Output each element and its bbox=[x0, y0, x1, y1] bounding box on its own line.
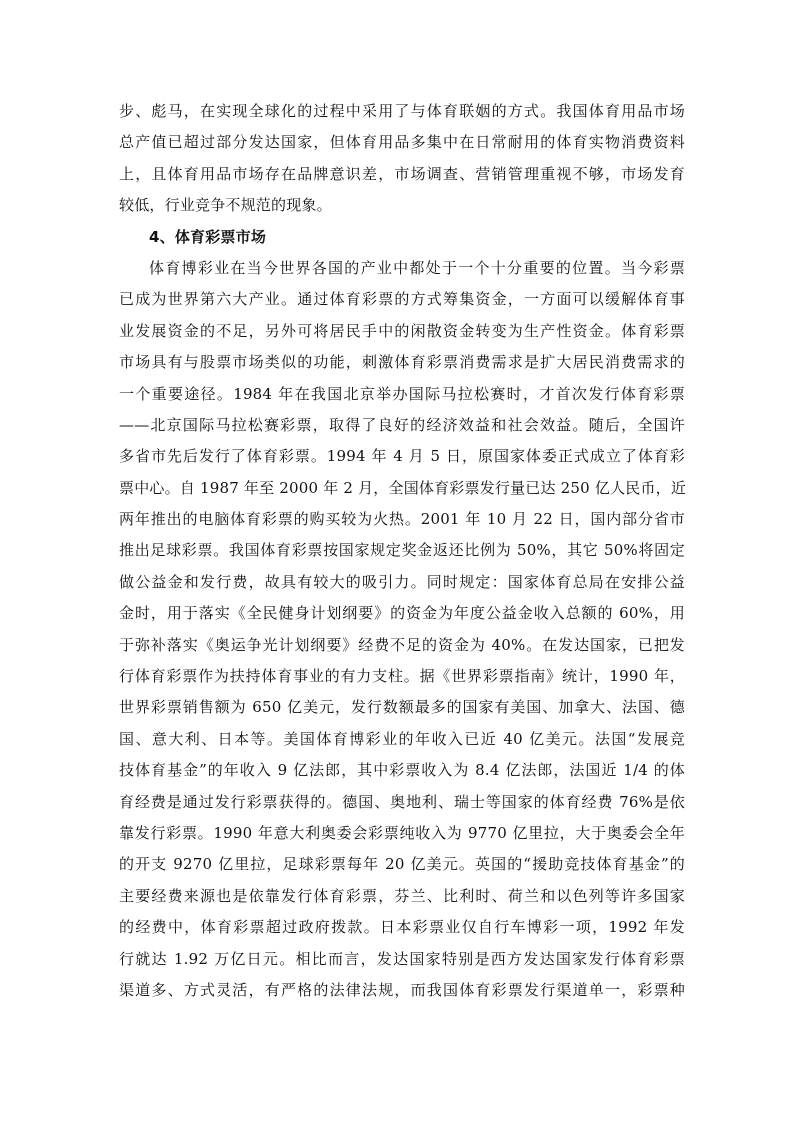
paragraph-line: 两年推出的电脑体育彩票的购买较为火热。2001 年 10 月 22 日，国内部分省市 bbox=[119, 510, 685, 529]
paragraph-line: 渠道多、方式灵活，有严格的法律法规，而我国体育彩票发行渠道单一，彩票种 bbox=[119, 980, 685, 999]
paragraph-line: 的经费中，体育彩票超过政府拨款。日本彩票业仅自行车博彩一项，1992 年发 bbox=[119, 918, 685, 937]
paragraph-line: 主要经费来源也是依靠发行体育彩票，芬兰、比利时、荷兰和以色列等许多国家 bbox=[119, 886, 685, 905]
paragraph-line: 技体育基金”的年收入 9 亿法郎，其中彩票收入为 8.4 亿法郎，法国近 1/4 的体 bbox=[119, 761, 685, 780]
paragraph-line: 金时，用于落实《全民健身计划纲要》的资金为年度公益金收入总额的 60%，用 bbox=[119, 604, 685, 623]
paragraph-line: 于弥补落实《奥运争光计划纲要》经费不足的资金为 40%。在发达国家，已把发 bbox=[119, 635, 685, 654]
section-paragraph bbox=[119, 253, 685, 1006]
paragraph-line: 多省市先后发行了体育彩票。1994 年 4 月 5 日，原国家体委正式成立了体育彩 bbox=[119, 447, 685, 466]
paragraph-line: 靠发行彩票。1990 年意大利奥委会彩票纯收入为 9770 亿里拉，大于奥委会全年 bbox=[119, 823, 685, 842]
paragraph-line: 票中心。自 1987 年至 2000 年 2 月，全国体育彩票发行量已达 250 亿人民币，近 bbox=[119, 478, 687, 497]
paragraph-line: 业发展资金的不足，另外可将居民手中的闲散资金转变为生产性资金。体育彩票 bbox=[119, 321, 685, 340]
paragraph-line: 已成为世界第六大产业。通过体育彩票的方式筹集资金，一方面可以缓解体育事 bbox=[119, 290, 685, 309]
document-body bbox=[119, 96, 685, 1006]
paragraph-line: ——北京国际马拉松赛彩票，取得了良好的经济效益和社会效益。随后，全国许 bbox=[119, 415, 685, 434]
paragraph-line: 育经费是通过发行彩票获得的。德国、奥地利、瑞士等国家的体育经费 76%是依 bbox=[119, 792, 685, 811]
paragraph-line: 步、彪马，在实现全球化的过程中采用了与体育联姻的方式。我国体育用品市场 bbox=[119, 102, 685, 120]
paragraph-line: 世界彩票销售额为 650 亿美元，发行数额最多的国家有美国、加拿大、法国、德 bbox=[119, 698, 685, 717]
paragraph-line: 推出足球彩票。我国体育彩票按国家规定奖金返还比例为 50%，其它 50%将固定 bbox=[119, 541, 685, 560]
paragraph-line: 的开支 9270 亿里拉，足球彩票每年 20 亿美元。英国的“援助竞技体育基金”的 bbox=[119, 855, 685, 874]
continuation-paragraph bbox=[119, 96, 685, 222]
paragraph-line: 国、意大利、日本等。美国体育博彩业的年收入已近 40 亿美元。法国“发展竞 bbox=[119, 729, 685, 748]
paragraph-line: 总产值已超过部分发达国家，但体育用品多集中在日常耐用的体育实物消费资料 bbox=[119, 133, 685, 152]
paragraph-line: 一个重要途径。1984 年在我国北京举办国际马拉松赛时，才首次发行体育彩票 bbox=[119, 384, 685, 403]
paragraph-line: 行就达 1.92 万亿日元。相比而言，发达国家特别是西方发达国家发行体育彩票 bbox=[119, 949, 685, 968]
paragraph-line: 体育博彩业在当今世界各国的产业中都处于一个十分重要的位置。当今彩票 bbox=[149, 258, 685, 277]
paragraph-line: 上，且体育用品市场存在品牌意识差，市场调查、营销管理重视不够，市场发育 bbox=[119, 164, 685, 183]
paragraph-line: 行体育彩票作为扶持体育事业的有力支柱。据《世界彩票指南》统计，1990 年， bbox=[119, 667, 685, 686]
section-heading: 4、体育彩票市场 bbox=[149, 227, 267, 246]
paragraph-line: 市场具有与股票市场类似的功能，刺激体育彩票消费需求是扩大居民消费需求的 bbox=[119, 353, 685, 372]
paragraph-line: 做公益金和发行费，故具有较大的吸引力。同时规定：国家体育总局在安排公益 bbox=[119, 572, 685, 591]
paragraph-line: 较低，行业竞争不规范的现象。 bbox=[119, 196, 332, 215]
